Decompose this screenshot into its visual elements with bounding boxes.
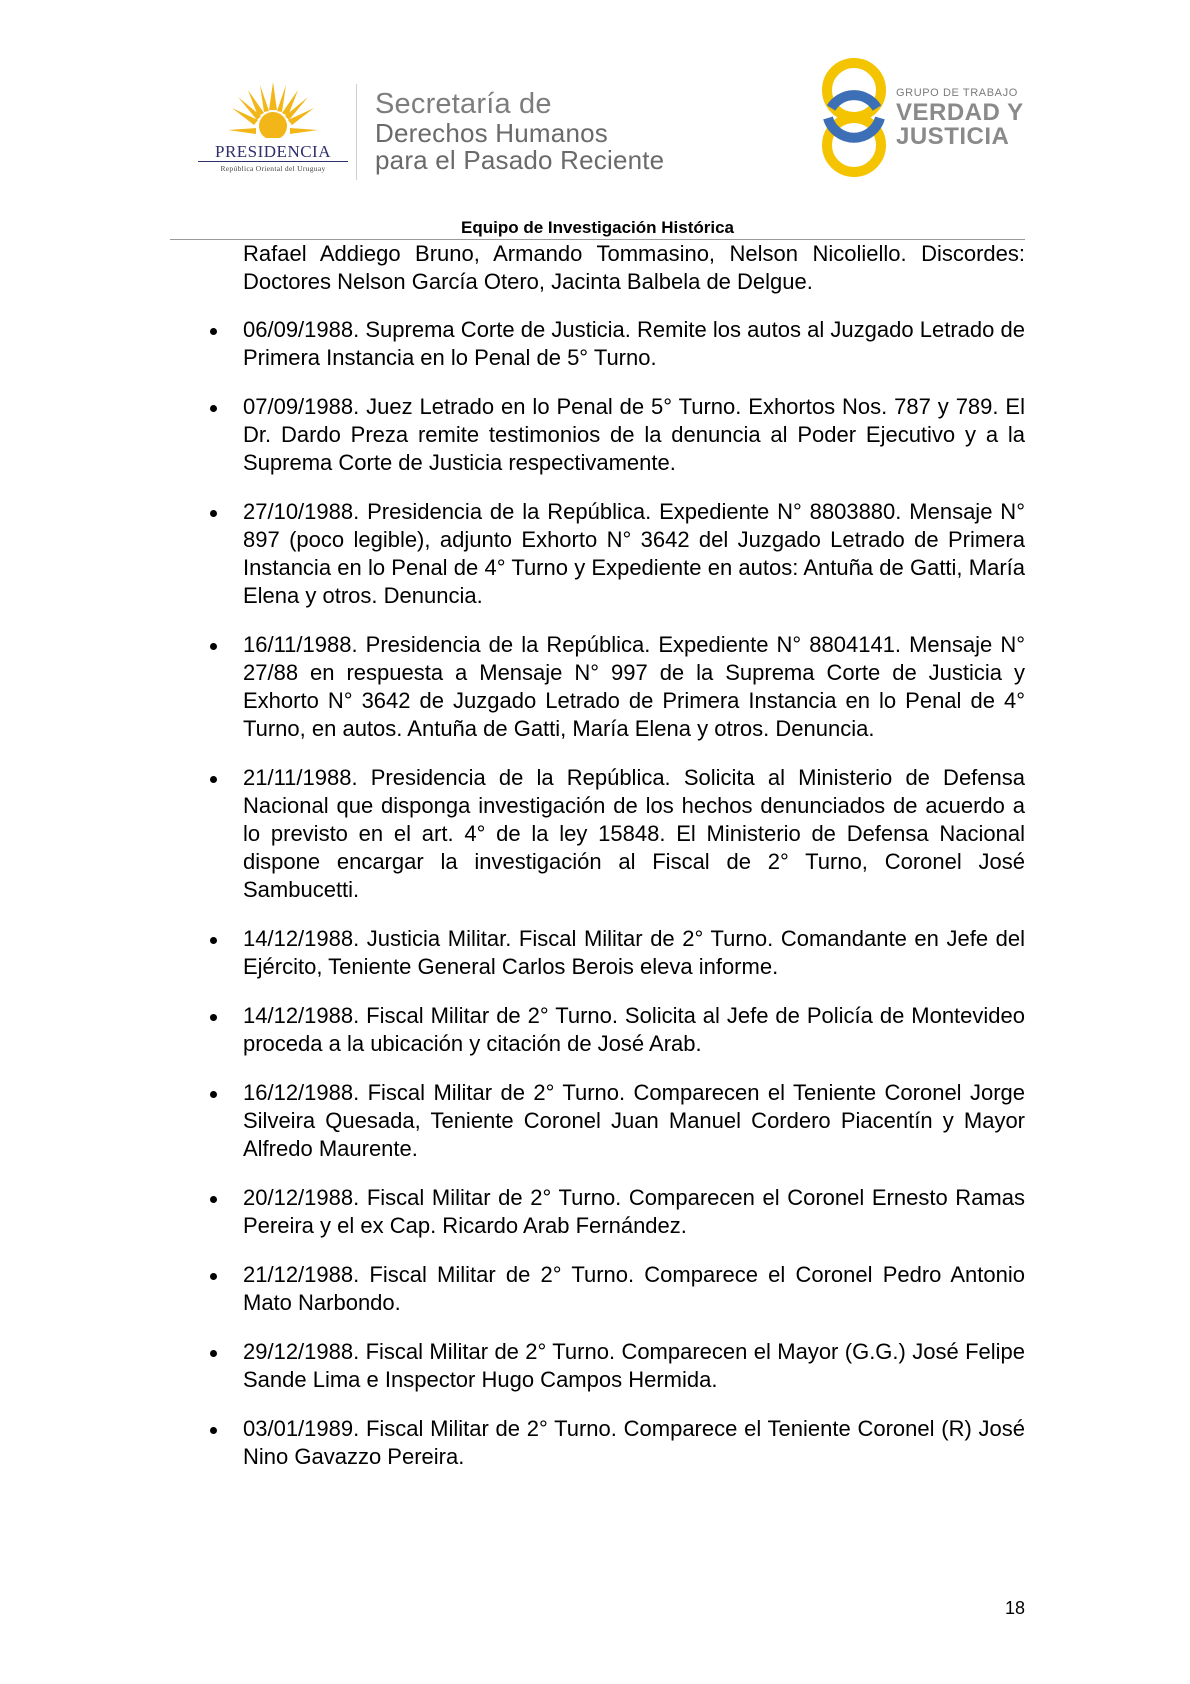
bullet-icon	[210, 328, 217, 335]
bullet-icon	[210, 643, 217, 650]
secretaria-line-1: Secretaría de	[375, 88, 552, 120]
entry-text: 07/09/1988. Juez Letrado en lo Penal de 5° Turno. Exhortos Nos. 787 y 789. El Dr. Dardo Preza remite testimonios de la denuncia al Poder Ejecutivo y a la Suprema Corte de Justicia respectivamente.	[243, 394, 1025, 475]
entry-text: 27/10/1988. Presidencia de la República. Expediente N° 8803880. Mensaje N° 897 (poco legible), adjunto Exhorto N° 3642 del Juzgado Letrado de Primera Instancia en lo Penal de 4° Turno y Expediente en autos: Antuña de Gatti, María Elena y otros. Denuncia.	[243, 499, 1025, 608]
list-item	[243, 1184, 1025, 1240]
list-item	[243, 925, 1025, 981]
secretaria-line-2: Derechos Humanos	[375, 118, 608, 148]
bullet-icon	[210, 405, 217, 412]
entry-text: 16/11/1988. Presidencia de la República. Expediente N° 8804141. Mensaje N° 27/88 en respuesta a Mensaje N° 997 de la Suprema Corte de Justicia y Exhorto N° 3642 de Juzgado Letrado de Primera Instancia en lo Penal de 4° Turno, en autos. Antuña de Gatti, María Elena y otros. Denuncia.	[243, 632, 1025, 741]
vyj-small-text: GRUPO DE TRABAJO	[896, 87, 1018, 99]
entry-text: 29/12/1988. Fiscal Militar de 2° Turno. Comparecen el Mayor (G.G.) José Felipe Sande Lima e Inspector Hugo Campos Hermida.	[243, 1339, 1025, 1392]
list-item	[243, 498, 1025, 610]
bullet-icon	[210, 1427, 217, 1434]
chronology-list	[243, 316, 1025, 1471]
bullet-icon	[210, 1196, 217, 1203]
list-item	[243, 393, 1025, 477]
vyj-line-1: VERDAD Y	[896, 99, 1024, 126]
bullet-icon	[210, 1273, 217, 1280]
team-title: Equipo de Investigación Histórica	[461, 218, 734, 237]
list-item	[243, 631, 1025, 743]
list-item	[243, 1079, 1025, 1163]
presidencia-rule	[198, 161, 348, 162]
bullet-icon	[210, 937, 217, 944]
entry-text: 03/01/1989. Fiscal Militar de 2° Turno. Comparece el Teniente Coronel (R) José Nino Gavazzo Pereira.	[243, 1416, 1025, 1469]
verdad-justicia-logo	[820, 56, 1030, 178]
document-body	[243, 240, 1025, 1492]
list-item	[243, 1338, 1025, 1394]
entry-text: 20/12/1988. Fiscal Militar de 2° Turno. Comparecen el Coronel Ernesto Ramas Pereira y el ex Cap. Ricardo Arab Fernández.	[243, 1185, 1025, 1238]
list-item	[243, 1415, 1025, 1471]
list-item	[243, 764, 1025, 904]
presidencia-name: PRESIDENCIA	[214, 142, 331, 161]
bullet-icon	[210, 1091, 217, 1098]
entry-text: 16/12/1988. Fiscal Militar de 2° Turno. Comparecen el Teniente Coronel Jorge Silveira Quesada, Teniente Coronel Juan Manuel Cordero Piacentín y Mayor Alfredo Maurente.	[243, 1080, 1025, 1161]
bullet-icon	[210, 776, 217, 783]
secretaria-title	[375, 88, 664, 174]
entry-text: 06/09/1988. Suprema Corte de Justicia. Remite los autos al Juzgado Letrado de Primera Instancia en lo Penal de 5° Turno.	[243, 317, 1025, 370]
list-item	[243, 1002, 1025, 1058]
logo-divider	[356, 84, 357, 180]
list-item	[243, 1261, 1025, 1317]
entry-text: 21/12/1988. Fiscal Militar de 2° Turno. Comparece el Coronel Pedro Antonio Mato Narbondo.	[243, 1262, 1025, 1315]
presidencia-subtitle: República Oriental del Uruguay	[220, 164, 326, 173]
presidencia-logo	[196, 82, 350, 182]
rings-icon	[820, 56, 892, 178]
secretaria-line-3: para el Pasado Reciente	[375, 145, 665, 175]
sun-icon	[228, 82, 318, 142]
bullet-icon	[210, 510, 217, 517]
page-number: 18	[1004, 1598, 1025, 1618]
continuation-paragraph: Rafael Addiego Bruno, Armando Tommasino, Nelson Nicoliello. Discordes: Doctores Nelson García Otero, Jacinta Balbela de Delgue.	[243, 241, 1025, 294]
vyj-line-2: JUSTICIA	[896, 123, 1010, 150]
entry-text: 14/12/1988. Fiscal Militar de 2° Turno. Solicita al Jefe de Policía de Montevideo proceda a la ubicación y citación de José Arab.	[243, 1003, 1025, 1056]
entry-text: 14/12/1988. Justicia Militar. Fiscal Militar de 2° Turno. Comandante en Jefe del Ejército, Teniente General Carlos Berois eleva informe.	[243, 926, 1025, 979]
list-item	[243, 316, 1025, 372]
bullet-icon	[210, 1014, 217, 1021]
entry-text: 21/11/1988. Presidencia de la República. Solicita al Ministerio de Defensa Nacional que disponga investigación de los hechos denunciados de acuerdo a lo previsto en el art. 4° de la ley 15848. El Ministerio de Defensa Nacional dispone encargar la investigación al Fiscal de 2° Turno, Coronel José Sambucetti.	[243, 765, 1025, 902]
bullet-icon	[210, 1350, 217, 1357]
